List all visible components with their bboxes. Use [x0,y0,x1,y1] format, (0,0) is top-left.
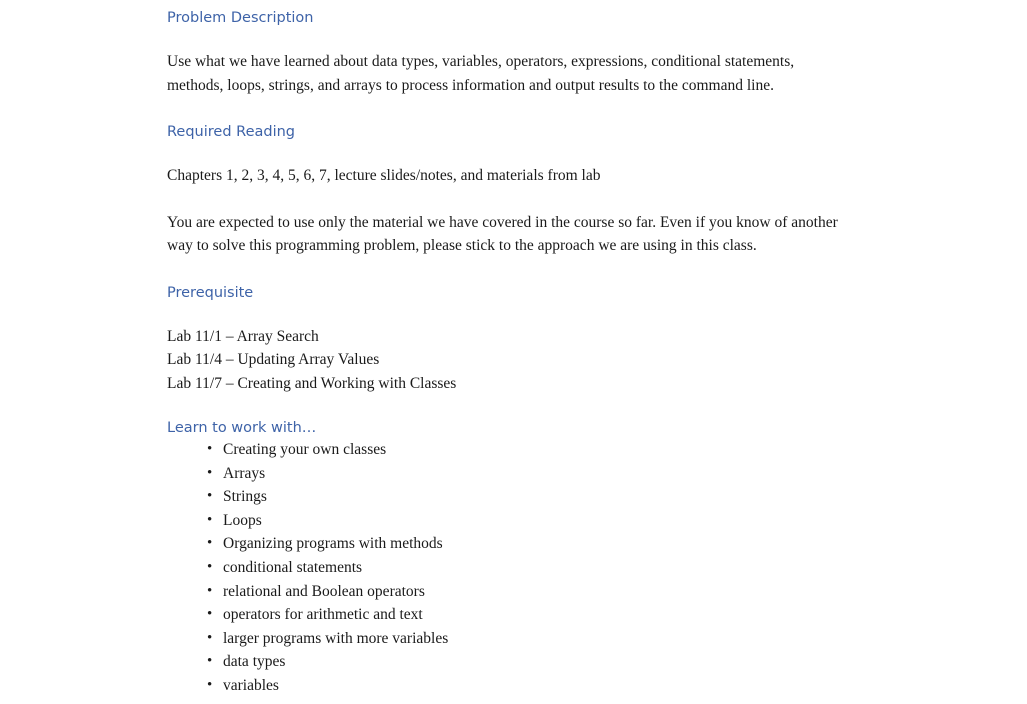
problem-line: Use what we have learned about data types, variables, operators, expressions, conditional statements, [167,53,795,70]
document-body [167,6,927,698]
bullet-icon: • [207,629,213,646]
list-item [167,438,927,462]
expectation-text [167,211,927,258]
bullet-icon: • [207,653,213,670]
prerequisite-lab: Lab 11/4 – Updating Array Values [167,351,380,368]
list-item [167,485,927,509]
list-item-text: data types [223,653,286,671]
list-item-text: Arrays [223,464,266,482]
list-item-text: larger programs with more variables [223,629,449,647]
bullet-icon: • [207,676,213,693]
list-item-text: variables [223,676,279,694]
problem-description-text [167,50,927,97]
list-item-text: Organizing programs with methods [223,535,443,553]
bullet-icon: • [207,606,213,623]
list-item-text: Creating your own classes [223,441,387,458]
list-item [167,580,927,604]
list-item [167,650,927,674]
list-item-text: conditional statements [223,558,363,576]
expectation-line: You are expected to use only the material we have covered in the course so far. Even if you know of another [167,213,838,231]
prerequisite-list [167,325,927,396]
heading-prerequisite: Prerequisite [167,284,254,301]
heading-learn-to-work-with: Learn to work with… [167,420,317,436]
list-item [167,532,927,556]
heading-required-reading: Required Reading [167,124,296,140]
bullet-icon: • [207,464,213,481]
bullet-icon: • [207,488,213,505]
prerequisite-lab: Lab 11/1 – Array Search [167,327,319,345]
problem-line: methods, loops, strings, and arrays to process information and output results to the command line. [167,76,774,94]
list-item-text: operators for arithmetic and text [223,606,423,624]
bullet-icon: • [207,558,213,575]
learn-topics-list [167,438,927,698]
expectation-line: way to solve this programming problem, please stick to the approach we are using in this class. [167,237,757,254]
bullet-icon: • [207,582,213,599]
list-item [167,556,927,580]
list-item [167,462,927,486]
bullet-icon: • [207,441,213,457]
list-item [167,674,927,698]
list-item-text: relational and Boolean operators [223,582,425,600]
required-chapters-text: Chapters 1, 2, 3, 4, 5, 6, 7, lecture slides/notes, and materials from lab [167,167,601,184]
list-item-text: Loops [223,511,262,529]
prerequisite-lab: Lab 11/7 – Creating and Working with Classes [167,374,457,392]
bullet-icon: • [207,535,213,552]
list-item-text: Strings [223,488,267,506]
list-item [167,509,927,533]
list-item [167,603,927,627]
bullet-icon: • [207,511,213,528]
list-item [167,627,927,651]
heading-problem-description: Problem Description [167,10,314,26]
